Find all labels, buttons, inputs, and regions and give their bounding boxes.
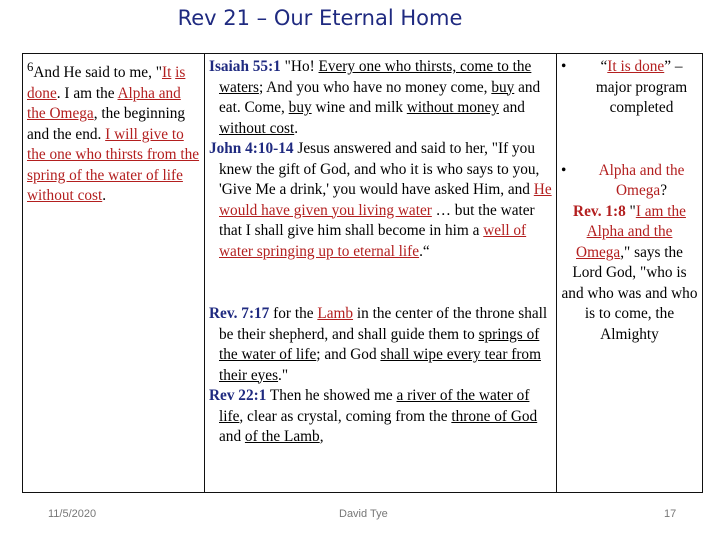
footer-date: 11/5/2020: [48, 508, 97, 520]
rev-1-8: Rev. 1:8 "I am the Alpha and the Omega," says the Lord God, "who is and who was and who is to come, the Almighty: [561, 202, 698, 343]
bullet-icon: •: [561, 58, 567, 75]
it-is-done-highlight: It: [161, 64, 172, 82]
give-water-highlight: I will give to the one who thirsts from the spring of the water of life without cost: [27, 125, 200, 205]
rev-7-17: Rev. 7:17 for the Lamb in the center of the throne shall be their shepherd, and shall guide them to springs of the water of life; and God shall wipe every tear from their eyes.": [209, 305, 548, 384]
scripture-table: [22, 53, 703, 493]
rev21-6-column: $^6$And He said to me, "It is done. I am the Alpha and the Omega, the beginning and the end. I will give to the one who thirsts from the spring of the water of life without cost.: [23, 54, 205, 493]
slide-number: 17: [664, 508, 677, 520]
rev-22-1: Rev 22:1 Then he showed me a river of the water of life, clear as crystal, coming from the throne of God and of the Lamb,: [209, 387, 538, 445]
isaiah-55-1: Isaiah 55:1 "Ho! Every one who thirsts, come to the waters; And you who have no money come, buy and eat. Come, buy wine and milk without money and without cost.: [209, 58, 541, 137]
alpha-omega-highlight: Alpha and the Omega: [27, 84, 181, 123]
note-alpha-omega: • Alpha and the Omega?: [561, 161, 685, 199]
cross-references-column: [205, 54, 557, 493]
slide-title: Rev 21 – Our Eternal Home: [177, 6, 463, 30]
notes-list: [561, 57, 698, 202]
notes-column: [557, 54, 703, 493]
john-4-10-14: John 4:10-14 Jesus answered and said to her, "If you knew the gift of God, and who it is who says to you, 'Give Me a drink,' you would have asked Him, and He would have given you living water … but the water that I shall give him shall become in him a well of water springing up to eternal life.“: [209, 140, 552, 260]
note-it-is-done: • “It is done” – major program completed: [561, 58, 688, 116]
bullet-icon: •: [561, 161, 567, 179]
footer-author: David Tye: [339, 508, 388, 520]
verse-number: 6: [27, 60, 34, 74]
